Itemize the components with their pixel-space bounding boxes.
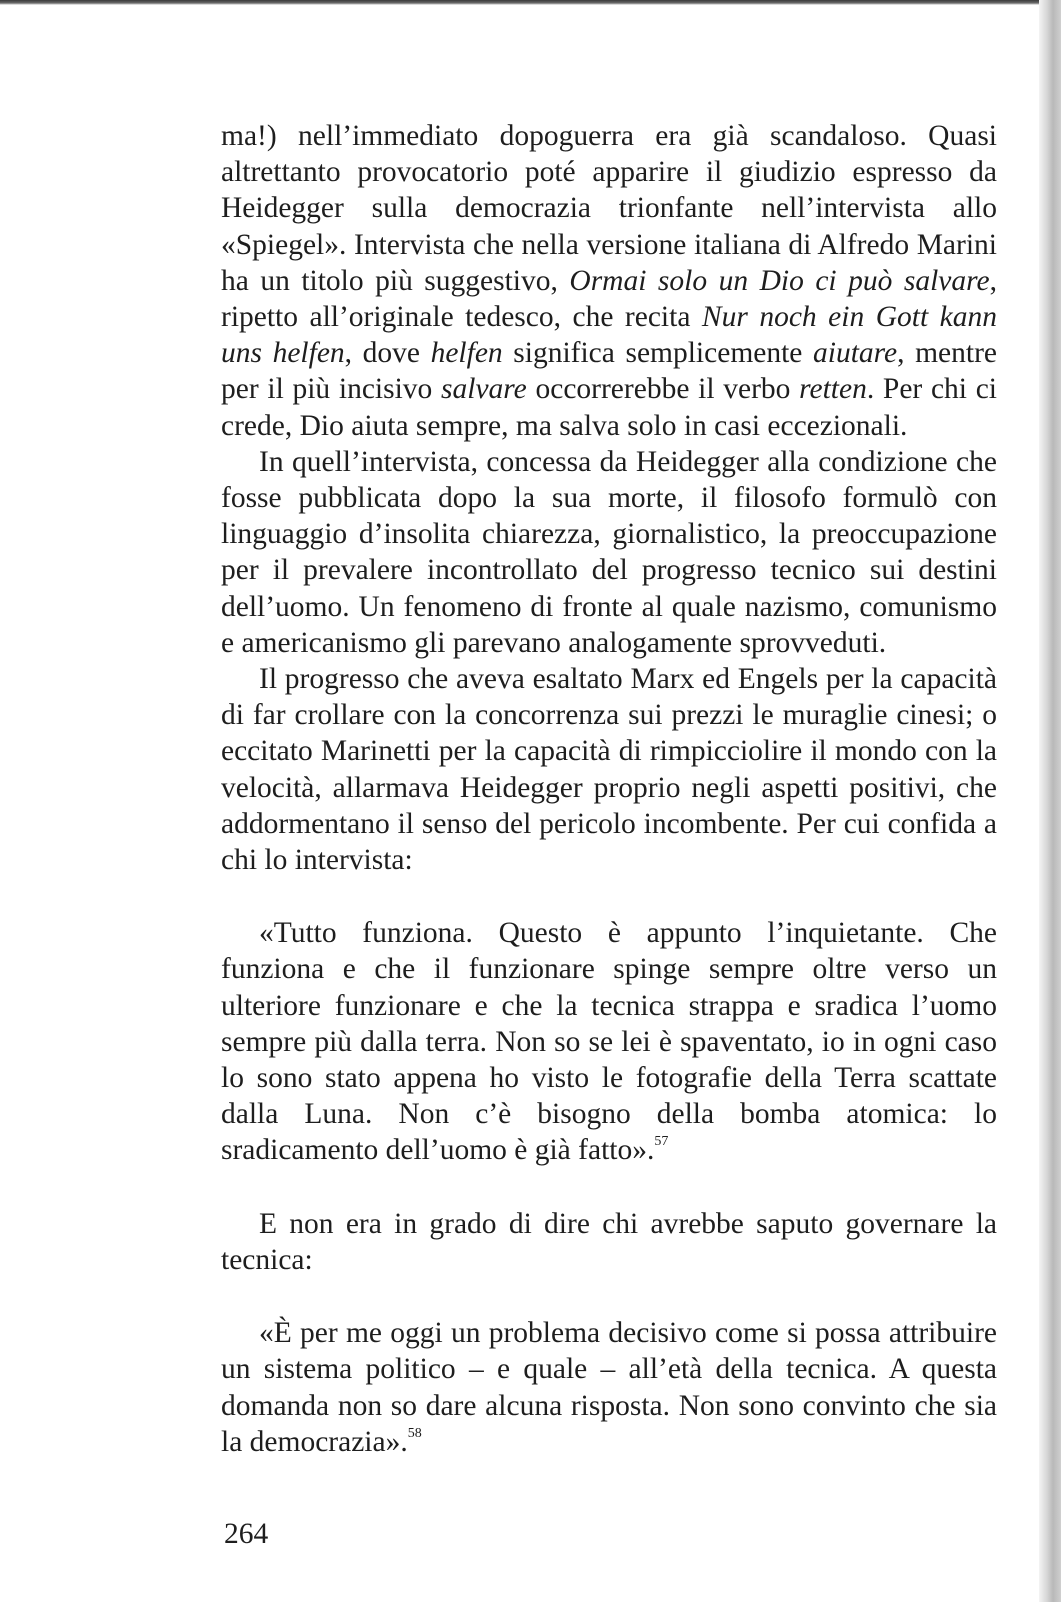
text-segment: significa semplicemente: [502, 337, 813, 370]
page-edge-shadow: [1039, 0, 1061, 1602]
italic-title: Ormai solo un Dio ci può salvare: [569, 264, 990, 297]
text-segment: , mentre per il più incisivo: [221, 337, 998, 406]
italic-word: salvare: [441, 373, 527, 406]
italic-word: aiutare: [813, 337, 898, 370]
footnote-marker: 58: [407, 1425, 422, 1441]
text-segment: , dove: [344, 337, 431, 370]
quote-text: «Tutto funziona. Questo è appunto l’inquietante. Che funziona e che il funzionare spinge sempre oltre verso un ulteriore funzionare e che la tecnica strappa e sradica l’uomo sempre più dalla terra. Non so se lei è spaventato, io in ogni caso lo sono stato appena ho visto le fotografie della Terra scattate dalla Luna. Non c’è bisogno della bomba atomica: lo sradicamento dell’uomo è già fatto».: [221, 917, 997, 1167]
paragraph: Il progresso che aveva esaltato Marx ed Engels per la capacità di far crollare con la concorrenza sui prezzi le muraglie cinesi; o eccitato Marinetti per la capacità di rimpicciolire il mondo con la velocità, allarmava Heidegger proprio negli aspetti positivi, che addormentano il senso del pericolo incombente. Per cui confida a chi lo intervista:: [221, 663, 997, 877]
block-quote: [221, 1315, 997, 1460]
page-number: 264: [224, 1518, 269, 1550]
block-quote: [221, 915, 997, 1168]
text-segment: ma!) nell’immediato dopoguerra era già scandaloso. Quasi altrettanto provocatorio poté apparire il giudizio espresso da Heidegger sulla democrazia trionfante nell’intervista allo «Spiegel». Intervista che nella versione italiana di Alfredo Marini ha un titolo più suggestivo,: [221, 120, 997, 297]
italic-word: helfen: [430, 337, 503, 370]
paragraph-continued: [221, 118, 997, 444]
text-segment: . Per chi ci crede, Dio aiuta sempre, ma salva solo in casi eccezionali.: [221, 373, 998, 442]
quote-text: «È per me oggi un problema decisivo come si possa attribuire un sistema politico – e quale – all’età della tecnica. A questa domanda non so dare alcuna risposta. Non sono convinto che sia la democrazia».: [221, 1317, 997, 1458]
text-segment: , ripetto all’originale tedesco, che recita: [221, 264, 997, 334]
text-segment: occorrerebbe il verbo: [526, 373, 800, 406]
paragraph: E non era in grado di dire chi avrebbe saputo governare la tecnica:: [221, 1207, 997, 1276]
footnote-marker: 57: [654, 1134, 669, 1150]
italic-title: Nur noch ein Gott kann uns helfen: [221, 301, 997, 370]
page-top-rule: [0, 0, 1042, 5]
paragraph: In quell’intervista, concessa da Heidegger alla condizione che fosse pubblicata dopo la sua morte, il filosofo formulò con linguaggio d’insolita chiarezza, giornalistico, la preoccupazione per il prevalere incontrollato del progresso tecnico sui destini dell’uomo. Un fenomeno di fronte al quale nazismo, comunismo e americanismo gli parevano analogamente sprovveduti.: [221, 445, 997, 659]
body-text: [221, 118, 997, 1497]
italic-word: retten: [799, 373, 867, 406]
